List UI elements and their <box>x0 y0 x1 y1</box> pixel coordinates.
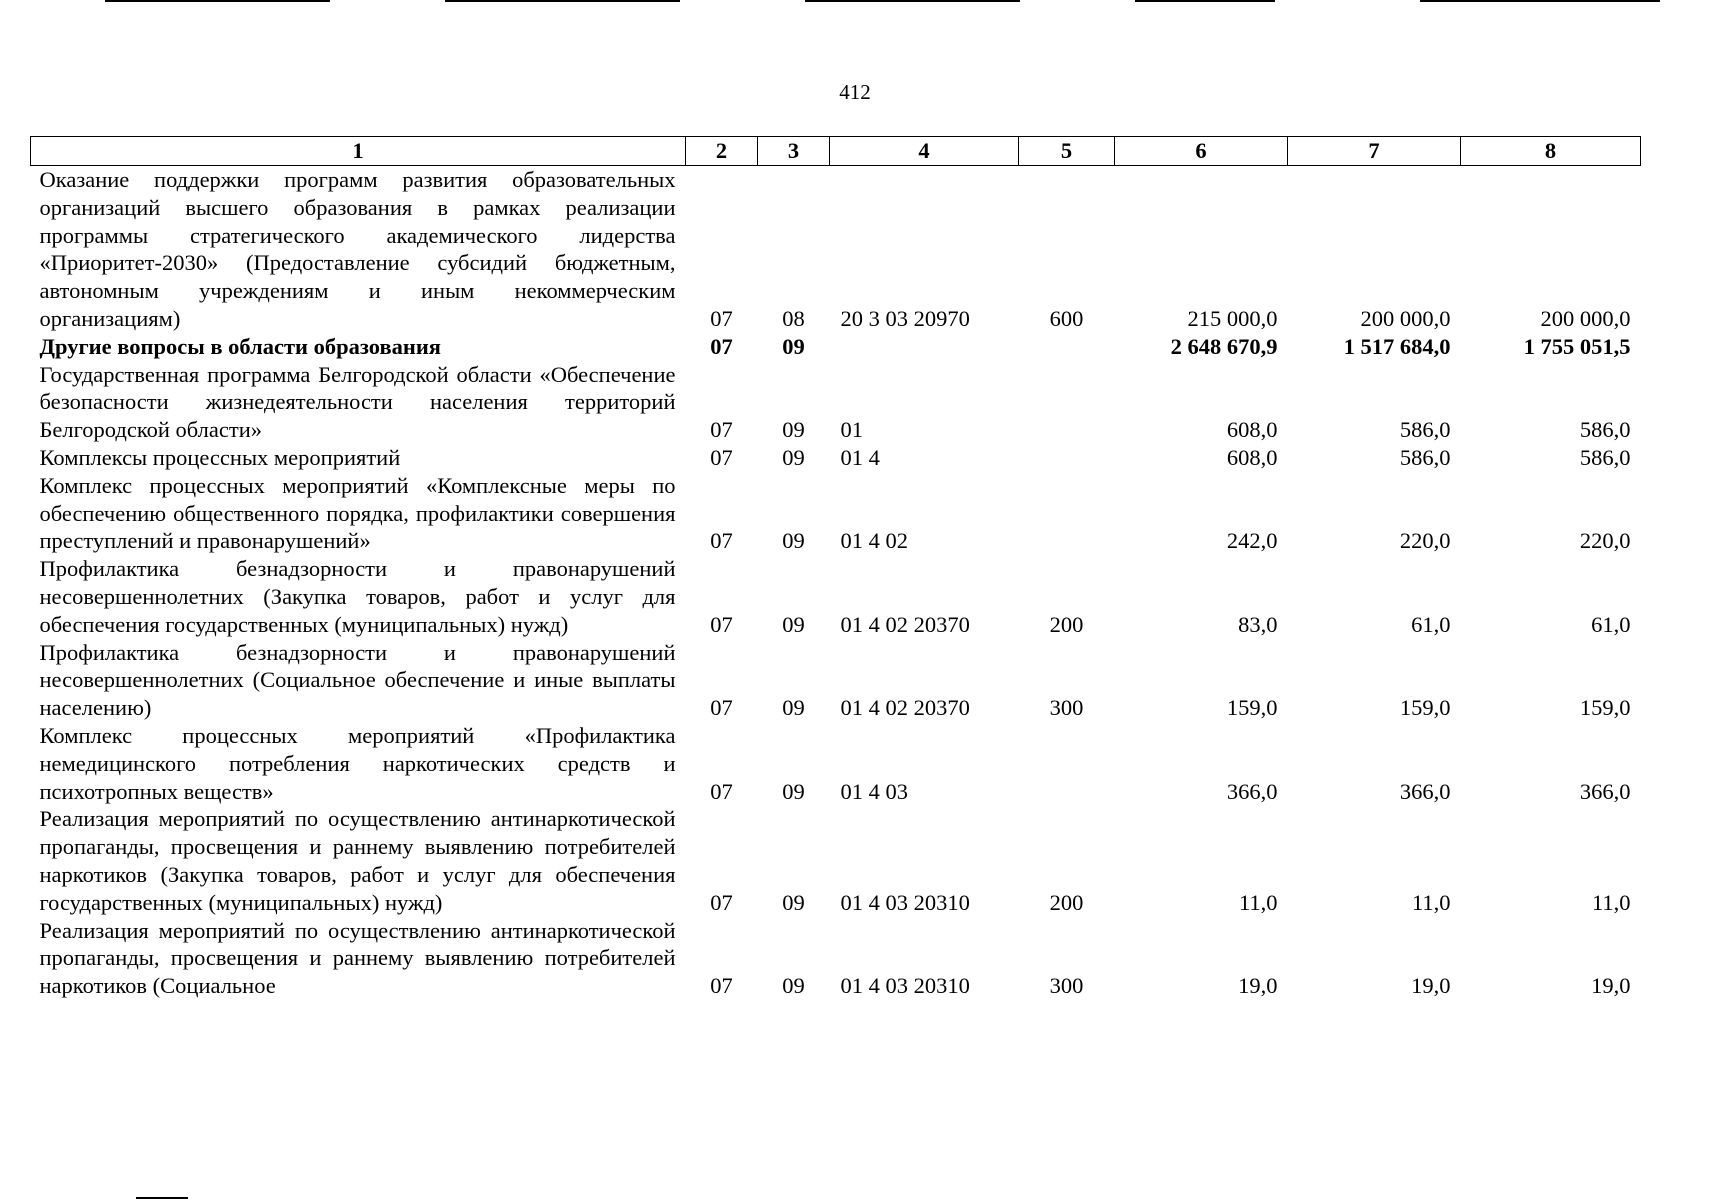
section-code: 07 <box>710 889 733 915</box>
expense-type-code <box>1019 444 1115 472</box>
target-article-code: 01 4 03 <box>840 778 908 804</box>
expense-type-code: 600 <box>1049 305 1084 331</box>
amount-col-7: 220,0 <box>1399 528 1451 554</box>
section-code: 07 <box>710 417 733 443</box>
column-header-6: 6 <box>1115 137 1288 166</box>
column-header-3: 3 <box>758 137 830 166</box>
table-row <box>31 361 1641 444</box>
target-article-code: 01 4 03 20310 <box>840 973 970 999</box>
column-header-7: 7 <box>1288 137 1461 166</box>
target-article-code: 20 3 03 20970 <box>840 305 970 331</box>
amount-col-8: 220,0 <box>1579 528 1631 554</box>
subsection-code: 09 <box>782 417 805 443</box>
amount-col-6: 83,0 <box>1238 611 1278 637</box>
column-header-8: 8 <box>1461 137 1641 166</box>
amount-col-8: 586,0 <box>1579 417 1631 443</box>
expense-type-code <box>1019 333 1115 361</box>
amount-col-6: 2 648 670,9 <box>1170 333 1278 359</box>
row-description: Комплекс процессных мероприятий «Профилактика немедицинского потребления наркотических средств и психотропных веществ» <box>39 722 676 804</box>
table-row <box>31 555 1641 638</box>
expense-type-code: 200 <box>1049 889 1084 915</box>
target-article-code: 01 4 02 20370 <box>840 611 970 637</box>
section-code: 07 <box>710 528 733 554</box>
column-header-5: 5 <box>1019 137 1115 166</box>
subsection-code: 09 <box>782 333 805 359</box>
table-row <box>31 444 1641 472</box>
table-row <box>31 805 1641 916</box>
amount-col-8: 61,0 <box>1591 611 1631 637</box>
subsection-code: 09 <box>782 444 805 470</box>
expense-type-code <box>1019 361 1115 444</box>
amount-col-8: 11,0 <box>1591 889 1631 915</box>
amount-col-7: 586,0 <box>1399 444 1451 470</box>
row-description: Профилактика безнадзорности и правонарушений несовершеннолетних (Социальное обеспечение и иные выплаты населению) <box>39 639 676 721</box>
target-article-code: 01 4 <box>840 444 880 470</box>
amount-col-6: 159,0 <box>1226 695 1278 721</box>
column-number-header-row <box>31 137 1641 166</box>
subsection-code: 09 <box>782 528 805 554</box>
row-description: Другие вопросы в области образования <box>39 333 441 359</box>
row-description: Профилактика безнадзорности и правонарушений несовершеннолетних (Закупка товаров, работ и услуг для обеспечения государственных (муниципальных) нужд) <box>39 556 676 637</box>
scan-edge-line <box>445 0 680 2</box>
row-description: Комплексы процессных мероприятий <box>39 444 401 470</box>
scan-edge-line <box>1135 0 1275 2</box>
column-header-2: 2 <box>686 137 758 166</box>
section-code: 07 <box>710 973 733 999</box>
amount-col-8: 586,0 <box>1579 444 1631 470</box>
amount-col-6: 366,0 <box>1226 778 1278 804</box>
expense-type-code <box>1019 472 1115 555</box>
amount-col-7: 159,0 <box>1399 695 1451 721</box>
table-row <box>31 333 1641 361</box>
amount-col-8: 159,0 <box>1579 695 1631 721</box>
amount-col-7: 366,0 <box>1399 778 1451 804</box>
amount-col-6: 19,0 <box>1238 973 1278 999</box>
target-article-code: 01 4 03 20310 <box>840 889 970 915</box>
table-body <box>31 166 1641 1000</box>
amount-col-7: 19,0 <box>1411 973 1451 999</box>
target-article-code <box>830 333 1019 361</box>
subsection-code: 09 <box>782 778 805 804</box>
subsection-code: 09 <box>782 695 805 721</box>
table-row <box>31 917 1641 1000</box>
table-row <box>31 472 1641 555</box>
section-code: 07 <box>710 333 733 359</box>
expense-type-code <box>1019 722 1115 805</box>
amount-col-8: 200 000,0 <box>1540 305 1631 331</box>
page-number: 412 <box>839 80 871 104</box>
section-code: 07 <box>710 305 733 331</box>
row-description: Реализация мероприятий по осуществлению антинаркотической пропаганды, просвещения и раннему выявлению потребителей наркотиков (Социальное <box>39 917 676 999</box>
subsection-code: 09 <box>782 889 805 915</box>
amount-col-7: 1 517 684,0 <box>1343 333 1451 359</box>
expense-type-code: 300 <box>1049 695 1084 721</box>
amount-col-7: 200 000,0 <box>1360 305 1451 331</box>
amount-col-6: 11,0 <box>1238 889 1278 915</box>
target-article-code: 01 4 02 20370 <box>840 695 970 721</box>
row-description: Государственная программа Белгородской области «Обеспечение безопасности жизнедеятельности населения территорий Белгородской области» <box>39 361 676 443</box>
subsection-code: 09 <box>782 611 805 637</box>
expense-type-code: 300 <box>1049 973 1084 999</box>
amount-col-7: 11,0 <box>1411 889 1451 915</box>
amount-col-8: 366,0 <box>1579 778 1631 804</box>
section-code: 07 <box>710 611 733 637</box>
subsection-code: 08 <box>782 305 805 331</box>
amount-col-7: 61,0 <box>1411 611 1451 637</box>
column-header-4: 4 <box>830 137 1019 166</box>
amount-col-6: 242,0 <box>1226 528 1278 554</box>
expense-type-code: 200 <box>1049 611 1084 637</box>
amount-col-6: 608,0 <box>1226 417 1278 443</box>
table-row <box>31 639 1641 722</box>
section-code: 07 <box>710 695 733 721</box>
section-code: 07 <box>710 778 733 804</box>
amount-col-8: 1 755 051,5 <box>1523 333 1631 359</box>
column-header-1: 1 <box>31 137 686 166</box>
amount-col-6: 608,0 <box>1226 444 1278 470</box>
target-article-code: 01 <box>840 417 863 443</box>
row-description: Комплекс процессных мероприятий «Комплексные меры по обеспечению общественного порядка, профилактики совершения преступлений и правонарушений» <box>39 472 676 554</box>
table-row <box>31 722 1641 805</box>
scan-edge-line <box>105 0 330 2</box>
amount-col-7: 586,0 <box>1399 417 1451 443</box>
amount-col-6: 215 000,0 <box>1187 305 1278 331</box>
row-description: Реализация мероприятий по осуществлению антинаркотической пропаганды, просвещения и раннему выявлению потребителей наркотиков (Закупка товаров, работ и услуг для обеспечения государственных (муниципальных) нужд) <box>39 806 676 915</box>
row-description: Оказание поддержки программ развития образовательных организаций высшего образования в рамках реализации программы стратегического академического лидерства «Приоритет-2030» (Предоставление субсидий бюджетным, автономным учреждениям и иным некоммерческим организациям) <box>39 167 676 331</box>
scan-edge-line <box>805 0 1020 2</box>
table-row <box>31 166 1641 333</box>
amount-col-8: 19,0 <box>1591 973 1631 999</box>
section-code: 07 <box>710 444 733 470</box>
scan-edge-line <box>136 1197 188 1199</box>
target-article-code: 01 4 02 <box>840 528 908 554</box>
scan-edge-line <box>1420 0 1660 2</box>
subsection-code: 09 <box>782 973 805 999</box>
budget-table <box>30 136 1641 1000</box>
